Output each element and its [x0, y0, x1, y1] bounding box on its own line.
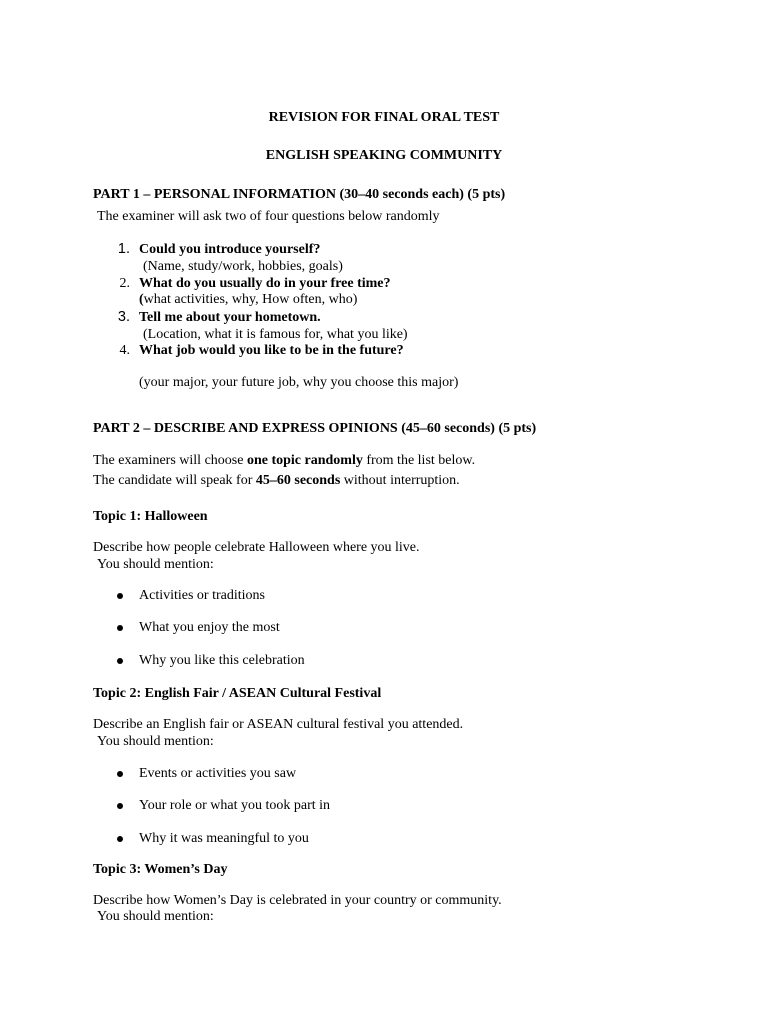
part2-instruction-1-c: from the list below.: [362, 453, 476, 468]
topic-1-description: Describe how people celebrate Halloween where you live.: [93, 540, 420, 555]
topic-1-point-2: What you enjoy the most: [139, 620, 280, 635]
question-1-text: Could you introduce yourself?: [139, 242, 321, 257]
topic-3-mention: You should mention:: [97, 909, 214, 924]
part2-instruction-1-b: one topic randomly: [246, 453, 363, 468]
part1-heading: PART 1 – PERSONAL INFORMATION (30–40 seconds each) (5 pts): [93, 187, 506, 202]
question-2-hint: [139, 292, 357, 308]
question-2-text: What do you usually do in your free time?: [139, 276, 391, 291]
part2-heading: PART 2 – DESCRIBE AND EXPRESS OPINIONS (45–60 seconds) (5 pts): [93, 421, 537, 436]
part2-instruction-2: [93, 473, 460, 489]
part2-instruction-1: [93, 453, 475, 469]
part2-instruction-1-a: The examiners will choose: [93, 453, 247, 468]
bullet-icon: [117, 803, 123, 809]
bullet-icon: [117, 771, 123, 777]
question-1-number: 1.: [117, 241, 130, 257]
question-3-text: Tell me about your hometown.: [139, 310, 321, 325]
question-4-text: What job would you like to be in the future?: [139, 343, 404, 358]
document-title: REVISION FOR FINAL ORAL TEST: [268, 110, 500, 125]
bullet-icon: [117, 593, 123, 599]
topic-1-point-1: Activities or traditions: [139, 588, 265, 603]
question-3-hint: (Location, what it is famous for, what you like): [143, 327, 408, 342]
topic-2-mention: You should mention:: [97, 734, 214, 749]
topic-2-point-1: Events or activities you saw: [139, 766, 297, 781]
part2-instruction-2-a: The candidate will speak for: [93, 473, 256, 488]
bullet-icon: [117, 836, 123, 842]
topic-3-description: Describe how Women’s Day is celebrated in your country or community.: [93, 893, 502, 908]
part2-instruction-2-b: 45–60 seconds: [255, 473, 341, 488]
part2-instruction-2-c: without interruption.: [340, 473, 460, 488]
question-2-hint-text: what activities, why, How often, who): [143, 292, 358, 307]
topic-2-title: Topic 2: English Fair / ASEAN Cultural Festival: [93, 686, 382, 701]
topic-2-description: Describe an English fair or ASEAN cultural festival you attended.: [93, 717, 464, 732]
topic-1-point-3: Why you like this celebration: [139, 653, 305, 668]
topic-3-title: Topic 3: Women’s Day: [93, 862, 228, 877]
question-3-number: 3.: [117, 309, 130, 325]
bullet-icon: [117, 625, 123, 631]
topic-1-mention: You should mention:: [97, 557, 214, 572]
document-subtitle: ENGLISH SPEAKING COMMUNITY: [265, 148, 503, 163]
bullet-icon: [117, 658, 123, 664]
topic-1-title: Topic 1: Halloween: [93, 509, 208, 524]
question-2-hint-paren: (: [139, 292, 144, 307]
topic-2-point-2: Your role or what you took part in: [139, 798, 331, 813]
question-4-hint: (your major, your future job, why you choose this major): [139, 375, 459, 390]
question-2-number: 2.: [119, 276, 130, 291]
question-1-hint: (Name, study/work, hobbies, goals): [143, 259, 343, 274]
topic-2-point-3: Why it was meaningful to you: [139, 831, 309, 846]
part1-intro: The examiner will ask two of four questions below randomly: [97, 209, 440, 224]
question-4-number: 4.: [119, 343, 130, 358]
